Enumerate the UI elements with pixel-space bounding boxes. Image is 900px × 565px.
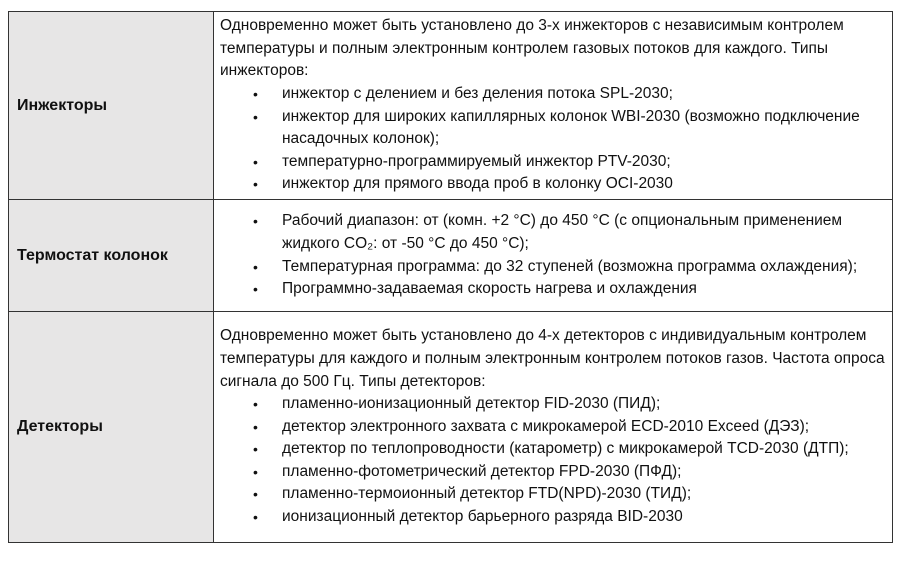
bullet-icon: •: [253, 509, 258, 526]
row-label-detectors: Детекторы: [9, 312, 214, 543]
list-item: • температурно-программируемый инжектор PTV-2030;: [220, 151, 886, 174]
table-row-column-oven: [9, 200, 893, 312]
row-label-column-oven: Термостат колонок: [9, 200, 214, 312]
row-content-injectors: [214, 12, 893, 200]
row-content-column-oven: [214, 200, 893, 312]
detectors-intro: Одновременно может быть установлено до 4-х детекторов с индивидуальным контролем температуры для каждого и полным электронным контролем потоков газов. Частота опроса сигнала до 500 Гц. Типы детекторов:: [220, 327, 885, 390]
injectors-list: [220, 83, 886, 196]
bullet-icon: •: [253, 418, 258, 435]
table-row-detectors: [9, 312, 893, 543]
bullet-icon: •: [253, 281, 258, 298]
list-item: • детектор электронного захвата с микрокамерой ECD-2010 Exceed (ДЭЗ);: [220, 416, 886, 439]
list-item: • пламенно-ионизационный детектор FID-2030 (ПИД);: [220, 393, 886, 416]
column-oven-list: [220, 210, 886, 300]
injectors-intro: Одновременно может быть установлено до 3-х инжекторов с независимым контролем температуры и полным электронным контролем газовых потоков для каждого. Типы инжекторов:: [220, 17, 844, 80]
table-row-injectors: [9, 12, 893, 200]
bullet-icon: •: [253, 213, 258, 230]
bullet-icon: •: [253, 258, 258, 275]
list-item: • Рабочий диапазон: от (комн. +2 °С) до 450 °С (с опциональным применением жидкого CO₂: от -50 °С до 450 °С);: [253, 212, 843, 252]
bullet-icon: •: [253, 176, 258, 193]
list-item: • пламенно-фотометрический детектор FPD-2030 (ПФД);: [220, 461, 886, 484]
spec-table: [8, 11, 893, 543]
bullet-icon: •: [253, 441, 258, 458]
bullet-icon: •: [253, 153, 258, 170]
row-content-detectors: [214, 312, 893, 543]
list-item: • Программно-задаваемая скорость нагрева и охлаждения: [220, 278, 886, 301]
bullet-icon: •: [253, 463, 258, 480]
bullet-icon: •: [253, 85, 258, 102]
list-item: • инжектор с делением и без деления потока SPL-2030;: [220, 83, 886, 106]
bullet-icon: •: [253, 486, 258, 503]
detectors-list: [220, 393, 886, 529]
list-item: • пламенно-термоионный детектор FTD(NPD)-2030 (ТИД);: [220, 483, 886, 506]
list-item: • ионизационный детектор барьерного разряда BID-2030: [220, 506, 886, 529]
list-item: • детектор по теплопроводности (катарометр) с микрокамерой TCD-2030 (ДТП);: [220, 438, 886, 461]
bullet-icon: •: [253, 396, 258, 413]
list-item: • инжектор для широких капиллярных колонок WBI-2030 (возможно подключение насадочных колонок);: [253, 107, 860, 148]
bullet-icon: •: [253, 108, 258, 125]
list-item: • Температурная программа: до 32 ступеней (возможна программа охлаждения);: [220, 256, 886, 279]
row-label-injectors: Инжекторы: [9, 12, 214, 200]
list-item: • инжектор для прямого ввода проб в колонку OCI-2030: [220, 173, 886, 196]
